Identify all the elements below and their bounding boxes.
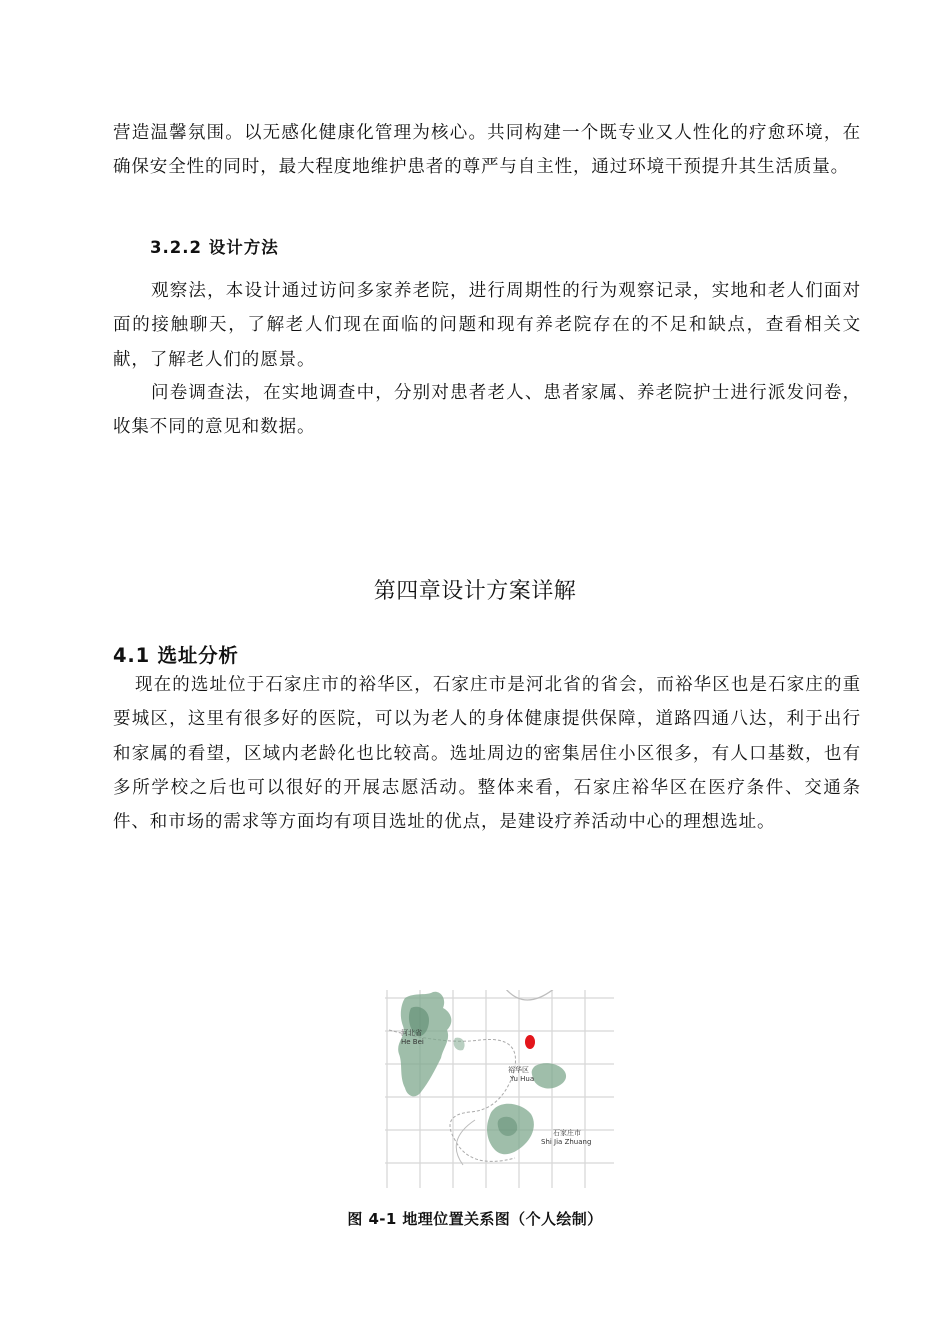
hebei-label-en: He Bei <box>401 1038 424 1046</box>
yuhua-label-cn: 裕华区 <box>508 1066 529 1074</box>
questionnaire-method-paragraph: 问卷调查法，在实地调查中，分别对患者老人、患者家属、养老院护士进行派发问卷，收集不同的意见和数据。 <box>113 383 861 438</box>
chapter-4-title: 第四章设计方案详解 <box>373 579 577 604</box>
location-map <box>385 990 614 1188</box>
hebei-label-cn: 河北省 <box>401 1029 422 1037</box>
sjz-label-cn: 石家庄市 <box>553 1129 581 1137</box>
site-analysis-paragraph: 现在的选址位于石家庄市的裕华区，石家庄市是河北省的省会，而裕华区也是石家庄的重要城区，这里有很多好的医院，可以为老人的身体健康提供保障，道路四通八达，利于出行和家属的看望，区域内老龄化也比较高。选址周边的密集居住小区很多，有人口基数，也有多所学校之后也可以很好的开展志愿活动。整体来看，石家庄裕华区在医疗条件、交通条件、和市场的需求等方面均有项目选址的优点，是建设疗养活动中心的理想选址。 <box>113 675 861 833</box>
observation-method-paragraph: 观察法，本设计通过访问多家养老院，进行周期性的行为观察记录，实地和老人们面对面的接触聊天，了解老人们现在面临的问题和现有养老院存在的不足和缺点，查看相关文献，了解老人们的愿景。 <box>113 281 861 370</box>
yuhua-region <box>532 1063 566 1088</box>
sjz-label-en: Shi Jia Zhuang <box>541 1138 592 1146</box>
section-3-2-2-heading: 3.2.2 设计方法 <box>150 238 279 257</box>
intro-paragraph: 营造温馨氛围。以无感化健康化管理为核心。共同构建一个既专业又人性化的疗愈环境，在确保安全性的同时，最大程度地维护患者的尊严与自主性，通过环境干预提升其生活质量。 <box>113 123 861 178</box>
section-4-1-heading: 4.1 选址分析 <box>113 644 239 667</box>
shijiazhuang-region <box>487 1104 534 1155</box>
site-location-marker <box>525 1035 535 1049</box>
location-map-figure <box>385 990 614 1188</box>
route-solid <box>456 1120 475 1165</box>
yuhua-label-en: Yu Hua <box>510 1075 535 1083</box>
figure-caption: 图 4-1 地理位置关系图（个人绘制） <box>347 1210 603 1228</box>
